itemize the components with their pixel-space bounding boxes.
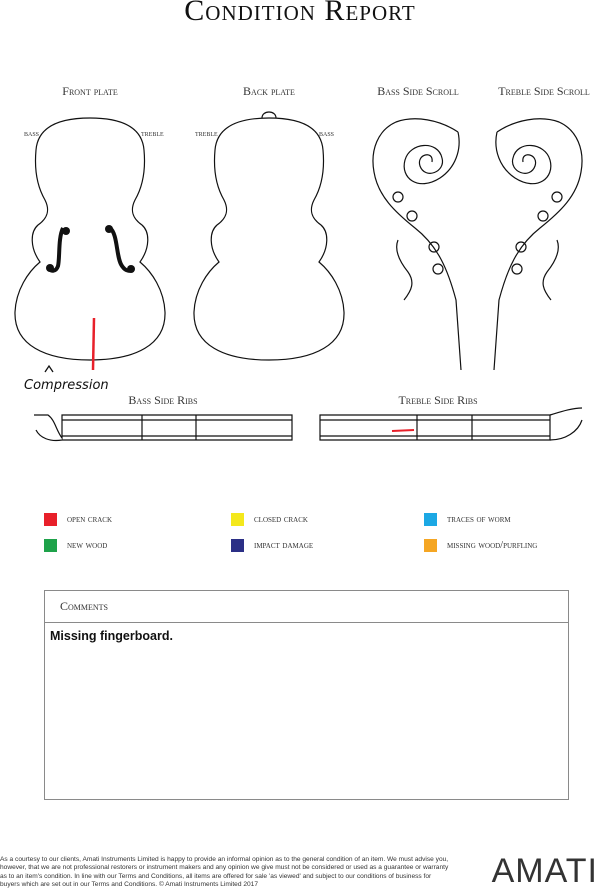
open-crack-mark-front — [93, 318, 94, 370]
open-crack-mark-ribs — [392, 430, 414, 431]
comments-text: Missing fingerboard. — [50, 629, 173, 643]
front-plate-label: Front plate — [62, 84, 118, 98]
legend-new-wood — [44, 539, 107, 552]
open-crack-swatch — [44, 513, 57, 526]
back-plate-label: Back plate — [243, 84, 295, 98]
compression-annotation: Compression — [24, 378, 109, 393]
back-treble-label: treble — [195, 129, 218, 138]
amati-logo: AMATI — [491, 852, 598, 890]
treble-side-scroll-label: Treble Side Scroll — [498, 84, 590, 98]
new-wood-swatch — [44, 539, 57, 552]
legend-label: impact damage — [254, 540, 314, 551]
treble-side-scroll-outline — [494, 119, 582, 370]
f-hole-right — [105, 225, 135, 273]
closed-crack-swatch — [231, 513, 244, 526]
treble-side-ribs-outline — [320, 408, 582, 440]
bass-side-scroll-outline — [373, 119, 461, 370]
legend-label: new wood — [67, 540, 108, 551]
page-title: Condition Report — [184, 0, 416, 27]
legend-label: missing wood/purfling — [447, 540, 538, 551]
bass-side-scroll-label: Bass Side Scroll — [377, 84, 459, 98]
disclaimer-text: As a courtesy to our clients, Amati Instruments Limited is happy to provide an informal opinion as to the general condition of an item. We must advise you, however, that we are not professional restorers or instrument makers and any opinion we give must not be considered or used as a guarantee or warranty as to an item's condition. In line with our Terms and Conditions, all items are offered for sale 'as viewed' and subject to our conditions of business for buyers which are set out in our Terms and Conditions. © Amati Instruments Limited 2017 — [0, 856, 449, 889]
front-bass-label: bass — [24, 129, 40, 138]
legend-impact-damage — [231, 539, 313, 552]
missing-wood-swatch — [424, 539, 437, 552]
back-bass-label: bass — [319, 129, 335, 138]
legend-open-crack — [44, 513, 112, 526]
annotation-arrow — [45, 366, 53, 372]
f-hole-left — [46, 227, 70, 272]
bass-side-ribs-outline — [34, 415, 292, 441]
traces-of-worm-swatch — [424, 513, 437, 526]
legend-label: closed crack — [254, 514, 308, 525]
legend-traces-of-worm — [424, 513, 511, 526]
legend-missing-wood — [424, 539, 537, 552]
legend-label: open crack — [67, 514, 113, 525]
legend-label: traces of worm — [447, 514, 511, 525]
back-plate-outline — [194, 112, 344, 360]
comments-box — [44, 590, 569, 800]
legend-closed-crack — [231, 513, 308, 526]
treble-side-ribs-label: Treble Side Ribs — [398, 393, 478, 407]
comments-heading: Comments — [45, 591, 568, 623]
front-treble-label: treble — [141, 129, 164, 138]
impact-damage-swatch — [231, 539, 244, 552]
front-plate-outline — [15, 118, 165, 360]
bass-side-ribs-label: Bass Side Ribs — [128, 393, 198, 407]
